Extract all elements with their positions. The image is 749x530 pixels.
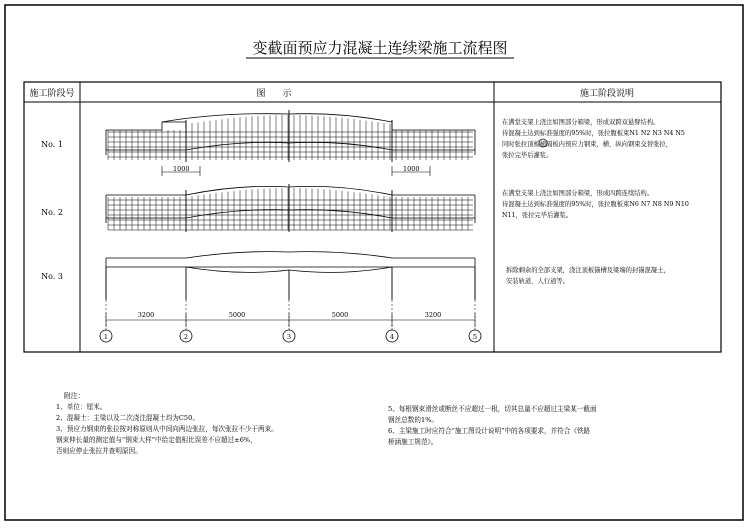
stage-1-dim-right: 1000	[403, 165, 420, 173]
svg-text:钢丝总数的1%。: 钢丝总数的1%。	[388, 416, 439, 424]
stage-1-posts	[186, 110, 392, 162]
drawing-title: 变截面预应力混凝土连续梁施工流程图	[252, 39, 508, 57]
header-figure: 图 示	[256, 89, 296, 99]
svg-text:1、单位：厘米。: 1、单位：厘米。	[56, 403, 107, 411]
svg-text:3、预应力钢束的张拉按对称原则从中间向两边张拉，每次张拉不少: 3、预应力钢束的张拉按对称原则从中间向两边张拉，每次张拉不少于两束。	[56, 425, 278, 433]
svg-text:待混凝土达到标准强度的95%时，张拉腹板束N6 N7 N8: 待混凝土达到标准强度的95%时，张拉腹板束N6 N7 N8 N9 N10	[502, 201, 689, 208]
stage-3-piers	[106, 267, 475, 300]
svg-text:N11，张拉完毕后灌浆。: N11，张拉完毕后灌浆。	[502, 212, 573, 219]
svg-text:6、主梁施工时应符合“施工图设计说明”中的各项要求，并符合《: 6、主梁施工时应符合“施工图设计说明”中的各项要求，并符合《铁路	[388, 427, 591, 435]
notes-left	[56, 402, 278, 455]
pier-label-5: 5	[472, 333, 478, 341]
notes-heading: 附注：	[64, 392, 85, 400]
stage-2-description	[502, 188, 689, 219]
svg-text:否则应停止张拉并查明原因。: 否则应停止张拉并查明原因。	[56, 447, 142, 455]
stage-1-dim-left: 1000	[173, 165, 190, 173]
svg-text:张拉完毕后灌浆。: 张拉完毕后灌浆。	[502, 152, 553, 159]
stage-label-3: No. 3	[41, 272, 63, 281]
stage-1-diagram	[106, 114, 475, 155]
svg-text:5、每根钢束滑丝或断丝不应超过一根，切其总量不应超过主梁某一: 5、每根钢束滑丝或断丝不应超过一根，切其总量不应超过主梁某一截面	[388, 405, 597, 413]
pier-axes	[106, 300, 475, 330]
stage-2-scaffold	[108, 188, 473, 230]
pier-label-3: 3	[286, 333, 292, 341]
span-dim-2: 5000	[228, 311, 246, 319]
svg-text:2、混凝土：主梁以及二次浇注混凝土均为C50。: 2、混凝土：主梁以及二次浇注混凝土均为C50。	[56, 414, 199, 422]
pier-label-1: 1	[103, 333, 109, 341]
notes-right	[388, 404, 597, 446]
stage-label-1: No. 1	[41, 140, 63, 149]
span-dimension-line	[106, 313, 475, 327]
svg-text:同时张拉顶板横隔板内预应力钢束，横、纵向钢束交替张拉，: 同时张拉顶板横隔板内预应力钢束，横、纵向钢束交替张拉，	[502, 141, 673, 148]
stage-label-2: No. 2	[41, 208, 63, 217]
span-dim-3: 5000	[331, 311, 349, 319]
stage-3-diagram	[106, 252, 475, 298]
svg-text:钢束伸长量的测定值与“钢束大样”中给定值相比误差不应超过±6: 钢束伸长量的测定值与“钢束大样”中给定值相比误差不应超过±6%，	[56, 436, 257, 444]
svg-text:安装轨道、人行道等。: 安装轨道、人行道等。	[506, 278, 569, 285]
stage-2-diagram	[106, 186, 475, 223]
svg-text:拆除剩余的全部支架，浇注顶板锚槽及梁端的封锚混凝土，: 拆除剩余的全部支架，浇注顶板锚槽及梁端的封锚混凝土，	[506, 267, 670, 274]
header-stage-no: 施工阶段号	[29, 89, 75, 99]
svg-text:在满堂支架上浇注如图部分箱梁，形成四跨连续结构。: 在满堂支架上浇注如图部分箱梁，形成四跨连续结构。	[502, 190, 654, 197]
stage-1-dimensions	[162, 166, 430, 176]
pier-label-2: 2	[183, 333, 189, 341]
span-dim-4: 3200	[424, 311, 442, 319]
stage-3-description	[506, 265, 670, 285]
svg-text:在满堂支架上浇注如图部分箱梁，形成双跨双悬臂结构。: 在满堂支架上浇注如图部分箱梁，形成双跨双悬臂结构。	[502, 119, 660, 126]
span-dim-1: 3200	[137, 311, 155, 319]
svg-text:桥涵施工规范》。: 桥涵施工规范》。	[388, 438, 438, 446]
svg-text:待混凝土达到标准强度的95%时，张拉腹板束N1 N2 N3: 待混凝土达到标准强度的95%时，张拉腹板束N1 N2 N3 N4 N5	[502, 130, 685, 137]
stage-1-description	[502, 117, 685, 159]
header-description: 施工阶段说明	[579, 89, 635, 99]
pier-label-4: 4	[389, 333, 395, 341]
